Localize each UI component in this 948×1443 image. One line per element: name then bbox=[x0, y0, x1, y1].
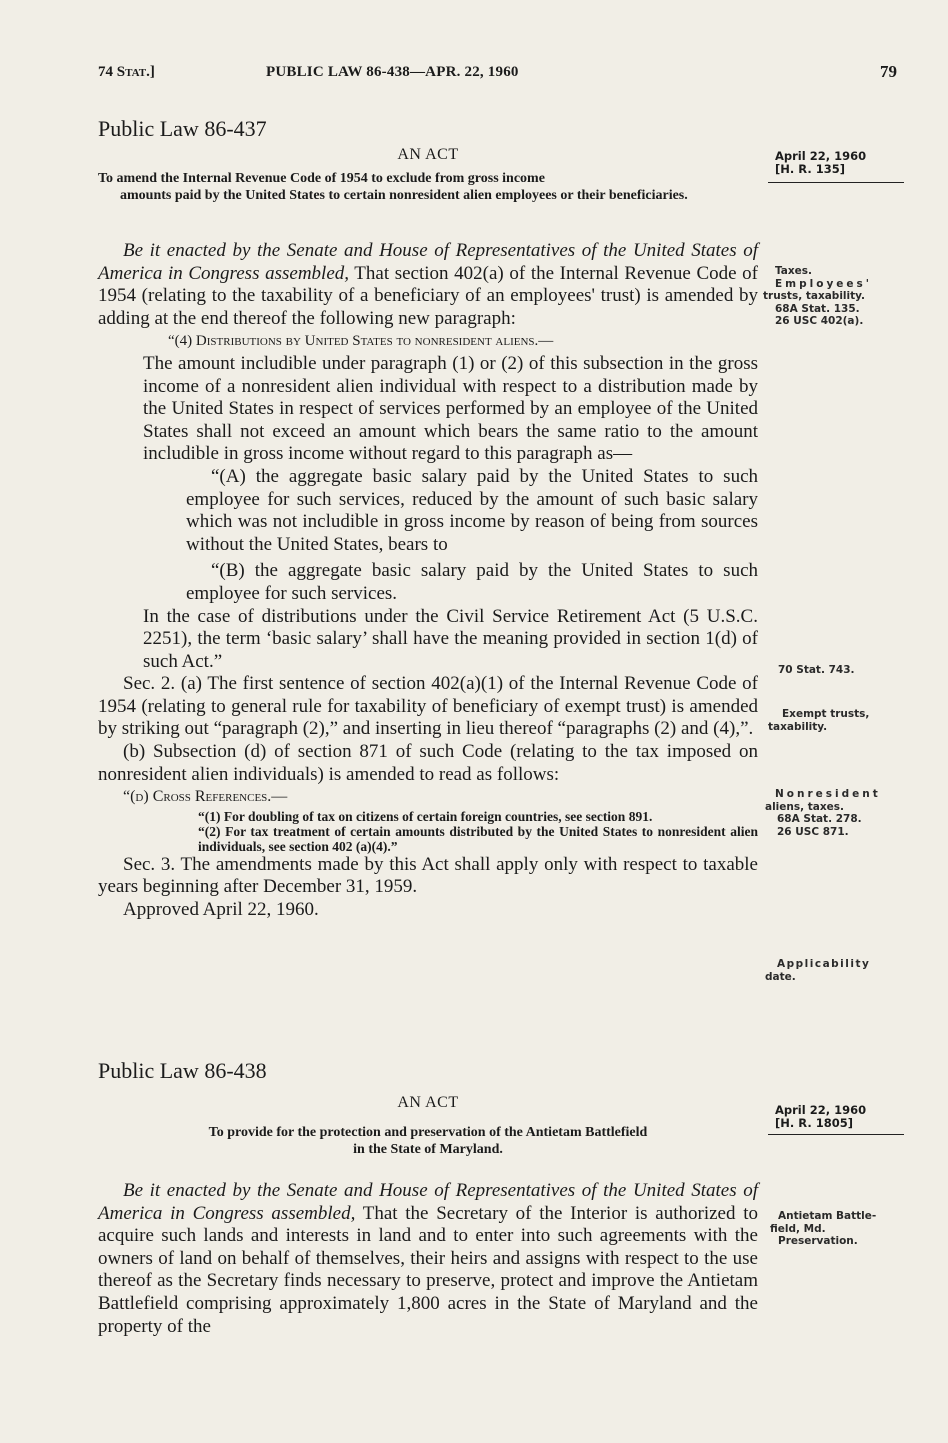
act-heading: AN ACT bbox=[397, 146, 459, 163]
law-body bbox=[98, 240, 758, 922]
act-purpose bbox=[98, 170, 758, 204]
section-2b: (b) Subsection (d) of section 871 of such Code (relating to the tax imposed on nonresident alien individuals) is amended to read as follows: bbox=[98, 741, 758, 785]
cross-reference-1: “(1) For doubling of tax on citizens of certain foreign countries, see section 891. bbox=[198, 808, 653, 824]
header-title: PUBLIC LAW 86-438—APR. 22, 1960 bbox=[266, 64, 519, 80]
date-note bbox=[775, 150, 866, 176]
enacting-clause bbox=[98, 1180, 758, 1338]
subparagraph-a: “(A) the aggregate basic salary paid by the United States to such employee for such services, reduced by the amount of such basic salary which was not includible in gross income by reason of being from sources without the United States, bears to bbox=[186, 465, 758, 555]
section-3: Sec. 3. The amendments made by this Act shall apply only with respect to taxable years beginning after December 31, 1959. bbox=[98, 853, 758, 898]
margin-rule bbox=[768, 1134, 904, 1135]
civil-service-text: In the case of distributions under the Civil Service Retirement Act (5 U.S.C. 2251), the term ‘basic salary’ shall have the meaning provided in section 1(d) of such Act.” bbox=[143, 605, 758, 672]
bill-number: [H. R. 135] bbox=[775, 162, 845, 176]
note-line: Taxes. bbox=[775, 265, 813, 277]
purpose-line: in the State of Maryland. bbox=[353, 1142, 503, 1157]
note-line: Preservation. bbox=[778, 1235, 858, 1247]
note-line: Antietam Battle- bbox=[778, 1210, 877, 1222]
law-title: Public Law 86-437 bbox=[98, 116, 267, 141]
note-line: 68A Stat. 278. bbox=[777, 813, 862, 825]
note-line: Employees' bbox=[775, 277, 872, 290]
approval-date: April 22, 1960 bbox=[775, 1103, 867, 1117]
cross-reference-2: “(2) For tax treatment of certain amounts distributed by the United States to nonresident alien individuals, see section 402 (a)(4).” bbox=[198, 823, 758, 854]
subparagraph-b: “(B) the aggregate basic salary paid by the United States to such employee for such services. bbox=[186, 560, 758, 604]
volume-reference: 74 Stat.] bbox=[98, 64, 155, 80]
enacting-formula: Be it enacted by the Senate and House of Representatives of the United States of America in Congress assembled, bbox=[98, 1180, 758, 1224]
bill-number: [H. R. 1805] bbox=[775, 1116, 853, 1130]
purpose-line: To provide for the protection and preservation of the Antietam Battlefield bbox=[208, 1125, 648, 1140]
page-number: 79 bbox=[880, 62, 897, 81]
margin-note-exempt-trusts bbox=[768, 708, 938, 733]
paragraph-text: The amount includible under paragraph (1) or (2) of this subsection in the gross income of a nonresident alien individual with respect to a distribution made by the United States in respect of services performed by an employee of the United States shall not exceed an amount which bears the same ratio to the amount includible in gross income without regard to this paragraph as— bbox=[143, 352, 758, 465]
enacting-clause bbox=[98, 240, 758, 330]
enacting-text: That section 402(a) of the Internal Revenue Code of 1954 (relating to the taxability of a beneficiary of an employees' trust) is amended by adding at the end thereof the following new paragraph: bbox=[98, 262, 758, 329]
margin-note-stat bbox=[778, 664, 948, 677]
note-line: Exempt trusts, bbox=[782, 708, 870, 720]
note-line: 26 USC 871. bbox=[777, 825, 849, 838]
margin-note-antietam bbox=[770, 1210, 940, 1248]
note-line: Nonresident bbox=[775, 788, 881, 800]
purpose-continuation: amounts paid by the United States to certain nonresident alien employees or their beneficiaries. bbox=[120, 188, 688, 203]
note-line: aliens, taxes. bbox=[765, 800, 845, 813]
note-line: taxability. bbox=[768, 720, 828, 733]
note-line: trusts, taxability. bbox=[763, 290, 866, 302]
enacting-formula: Be it enacted by the Senate and House of Representatives of the United States of America in Congress assembled, bbox=[98, 240, 758, 284]
note-line: 70 Stat. 743. bbox=[778, 664, 855, 676]
note-line: Applicability bbox=[777, 958, 871, 970]
note-line: 68A Stat. 135. bbox=[775, 302, 860, 315]
purpose-line: To amend the Internal Revenue Code of 1954 to exclude from gross income bbox=[98, 171, 545, 186]
note-line: date. bbox=[765, 970, 796, 983]
margin-note-taxes bbox=[763, 265, 945, 328]
act-purpose bbox=[98, 1124, 758, 1158]
note-line: 26 USC 402(a). bbox=[775, 315, 864, 327]
section-2a: Sec. 2. (a) The first sentence of section 402(a)(1) of the Internal Revenue Code of 1954 (relating to general rule for taxability of beneficiary of exempt trust) is amended by striking out “paragraph (2),” and inserting in lieu thereof “paragraphs (2) and (4),”. bbox=[98, 673, 758, 740]
running-header bbox=[98, 62, 897, 86]
approval-line: Approved April 22, 1960. bbox=[123, 899, 319, 921]
enacting-text: That the Secretary of the Interior is authorized to acquire such lands and interests in land and to enter into such agreements with the owners of land on behalf of themselves, their heirs and assigns with respect to the use thereof as the Secretary finds necessary to preserve, protect and improve the Antietam Battlefield comprising approximately 1,800 acres in the State of Maryland and the property of the bbox=[98, 1202, 758, 1337]
cross-references-heading: “(d) Cross References.— bbox=[123, 788, 288, 806]
paragraph-heading: “(4) Distributions by United States to nonresident aliens.— bbox=[168, 333, 554, 350]
note-line: field, Md. bbox=[770, 1222, 826, 1235]
margin-note-nonresident bbox=[765, 788, 935, 838]
law-title: Public Law 86-438 bbox=[98, 1058, 267, 1083]
margin-note-applicability bbox=[765, 958, 935, 983]
act-heading: AN ACT bbox=[397, 1094, 459, 1111]
approval-date: April 22, 1960 bbox=[775, 149, 867, 163]
law-body bbox=[98, 1180, 758, 1338]
date-note bbox=[775, 1104, 866, 1130]
margin-rule bbox=[768, 182, 904, 183]
